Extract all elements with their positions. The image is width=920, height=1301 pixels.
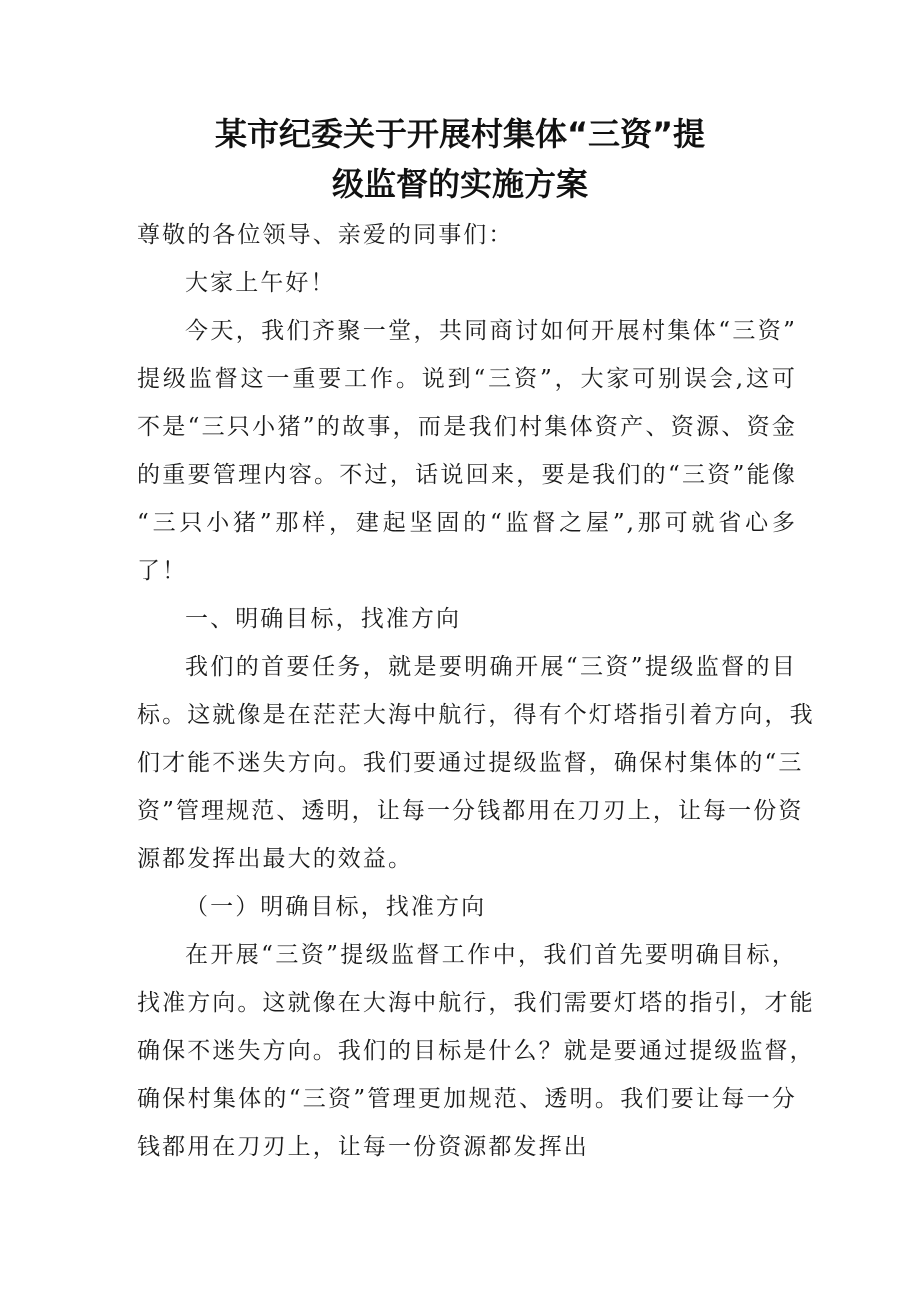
paragraph-line: 我们的首要任务，就是要明确开展“三资”提级监督的目	[185, 654, 797, 680]
paragraph-line: 在开展“三资”提级监督工作中，我们首先要明确目标，	[185, 942, 797, 968]
document-title-line-1: 某市纪委关于开展村集体“三资”提	[214, 115, 706, 153]
paragraph-line: 找准方向。这就像在大海中航行，我们需要灯塔的指引，才能	[137, 990, 815, 1016]
paragraph-line: “三只小猪”那样，建起坚固的“监督之屋”,那可就省心多	[137, 510, 797, 536]
paragraph-line: 的重要管理内容。不过，话说回来，要是我们的“三资”能像	[137, 462, 797, 488]
salutation: 尊敬的各位领导、亲爱的同事们：	[137, 222, 514, 248]
paragraph-line: 确保村集体的“三资”管理更加规范、透明。我们要让每一分	[137, 1086, 797, 1112]
paragraph-line: 资”管理规范、透明，让每一分钱都用在刀刃上，让每一份资	[137, 798, 804, 824]
paragraph-line: 钱都用在刀刃上，让每一份资源都发挥出	[137, 1134, 589, 1160]
subsection-heading: （一）明确目标，找准方向	[185, 894, 487, 920]
paragraph-line: 确保不迷失方向。我们的目标是什么？就是要通过提级监督，	[137, 1038, 815, 1064]
greeting: 大家上午好！	[185, 270, 336, 296]
paragraph-line: 们才能不迷失方向。我们要通过提级监督，确保村集体的“三	[137, 750, 804, 776]
paragraph-line: 源都发挥出最大的效益。	[137, 846, 414, 872]
paragraph-line: 不是“三只小猪”的故事，而是我们村集体资产、资源、资金	[137, 414, 797, 440]
paragraph-line: 标。这就像是在茫茫大海中航行，得有个灯塔指引着方向，我	[137, 702, 815, 728]
document-title-line-2: 级监督的实施方案	[331, 165, 588, 203]
paragraph-line: 今天，我们齐聚一堂，共同商讨如何开展村集体“三资”	[185, 318, 797, 344]
paragraph-line: 了！	[137, 558, 188, 584]
paragraph-line: 提级监督这一重要工作。说到“三资”，大家可别误会,这可	[137, 366, 797, 392]
section-heading: 一、明确目标，找准方向	[185, 606, 462, 632]
